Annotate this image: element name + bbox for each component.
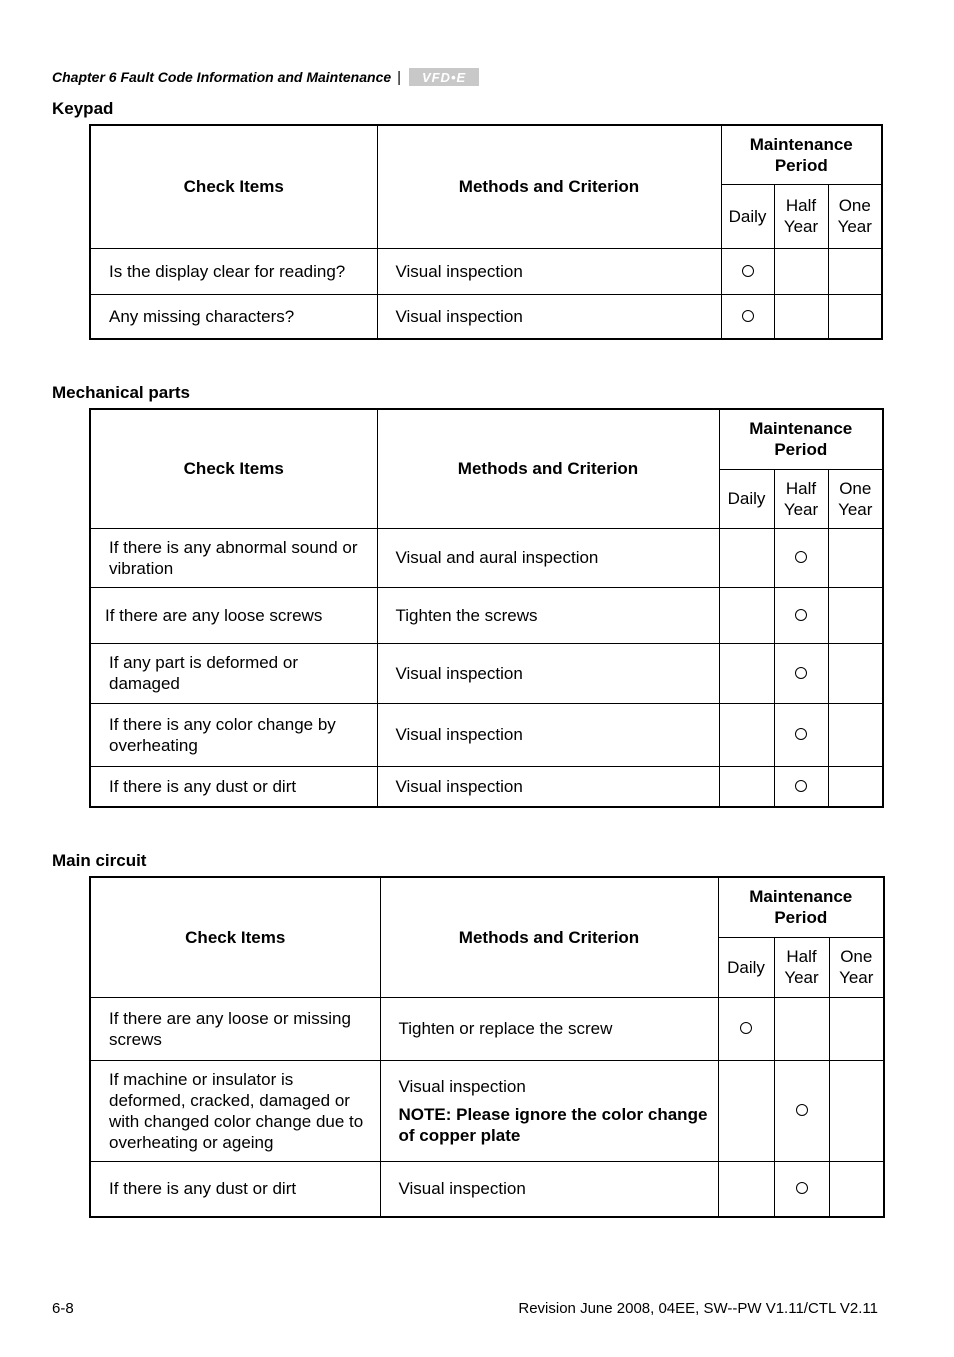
col-header-daily: Daily bbox=[721, 184, 774, 248]
chapter-title: Chapter 6 Fault Code Information and Maintenance bbox=[52, 69, 392, 85]
circle-mark-icon bbox=[795, 551, 807, 563]
check-item: If there are any loose or missing screws bbox=[90, 997, 380, 1060]
method: Visual inspection bbox=[377, 766, 719, 807]
method: Tighten the screws bbox=[377, 587, 719, 643]
mechanical-table bbox=[89, 408, 884, 808]
keypad-table bbox=[89, 124, 883, 340]
check-item: If there is any color change by overheating bbox=[90, 703, 377, 766]
circle-mark-icon bbox=[795, 728, 807, 740]
method: Visual inspection bbox=[377, 248, 721, 294]
table-row bbox=[90, 703, 883, 766]
col-header-period: Maintenance Period bbox=[718, 877, 884, 937]
table-row bbox=[90, 643, 883, 703]
main-circuit-section-title: Main circuit bbox=[52, 851, 147, 870]
method: Visual inspection bbox=[377, 294, 721, 339]
col-header-half-year: Half Year bbox=[774, 184, 828, 248]
table-row bbox=[90, 1161, 884, 1217]
col-header-one-year: One Year bbox=[829, 937, 884, 997]
table-row bbox=[90, 1060, 884, 1161]
vfd-e-logo: VFD•E bbox=[409, 68, 479, 86]
revision-info: Revision June 2008, 04EE, SW--PW V1.11/CTL V2.11 bbox=[518, 1300, 878, 1317]
method: Visual inspection bbox=[398, 1076, 526, 1096]
col-header-daily: Daily bbox=[718, 937, 774, 997]
table-row bbox=[90, 766, 883, 807]
keypad-section-title: Keypad bbox=[52, 99, 114, 118]
method: Visual and aural inspection bbox=[377, 528, 719, 587]
check-item: If there are any loose screws bbox=[90, 587, 377, 643]
page-number: 6-8 bbox=[52, 1300, 74, 1317]
col-header-methods: Methods and Criterion bbox=[377, 409, 719, 528]
col-header-period: Maintenance Period bbox=[721, 125, 882, 184]
col-header-half-year: Half Year bbox=[774, 469, 828, 528]
col-header-methods: Methods and Criterion bbox=[377, 125, 721, 248]
table-row bbox=[90, 528, 883, 587]
check-item: If there is any dust or dirt bbox=[90, 1161, 380, 1217]
circle-mark-icon bbox=[742, 310, 754, 322]
col-header-check-items: Check Items bbox=[90, 125, 377, 248]
page-header bbox=[52, 66, 479, 88]
table-row bbox=[90, 248, 882, 294]
circle-mark-icon bbox=[740, 1022, 752, 1034]
col-header-methods: Methods and Criterion bbox=[380, 877, 718, 997]
circle-mark-icon bbox=[795, 609, 807, 621]
circle-mark-icon bbox=[795, 780, 807, 792]
check-item: Any missing characters? bbox=[90, 294, 377, 339]
table-row bbox=[90, 997, 884, 1060]
method: Visual inspection bbox=[380, 1161, 718, 1217]
check-item: Is the display clear for reading? bbox=[90, 248, 377, 294]
mechanical-section-title: Mechanical parts bbox=[52, 383, 190, 402]
method: Visual inspection bbox=[377, 643, 719, 703]
check-item: If there is any dust or dirt bbox=[90, 766, 377, 807]
check-item: If machine or insulator is deformed, cracked, damaged or with changed color change due to overheating or ageing bbox=[90, 1060, 380, 1161]
circle-mark-icon bbox=[796, 1104, 808, 1116]
method: Tighten or replace the screw bbox=[380, 997, 718, 1060]
col-header-daily: Daily bbox=[719, 469, 774, 528]
col-header-one-year: One Year bbox=[828, 184, 882, 248]
check-item: If there is any abnormal sound or vibration bbox=[90, 528, 377, 587]
col-header-half-year: Half Year bbox=[774, 937, 829, 997]
method-note: NOTE: Please ignore the color change of copper plate bbox=[398, 1104, 708, 1145]
circle-mark-icon bbox=[742, 265, 754, 277]
col-header-period: Maintenance Period bbox=[719, 409, 883, 469]
check-item: If any part is deformed or damaged bbox=[90, 643, 377, 703]
col-header-check-items: Check Items bbox=[90, 409, 377, 528]
table-row bbox=[90, 294, 882, 339]
method-cell bbox=[380, 1060, 718, 1161]
method: Visual inspection bbox=[377, 703, 719, 766]
col-header-check-items: Check Items bbox=[90, 877, 380, 997]
circle-mark-icon bbox=[796, 1182, 808, 1194]
table-row bbox=[90, 587, 883, 643]
header-separator: | bbox=[397, 68, 402, 86]
circle-mark-icon bbox=[795, 667, 807, 679]
col-header-one-year: One Year bbox=[828, 469, 883, 528]
main-circuit-table bbox=[89, 876, 885, 1218]
